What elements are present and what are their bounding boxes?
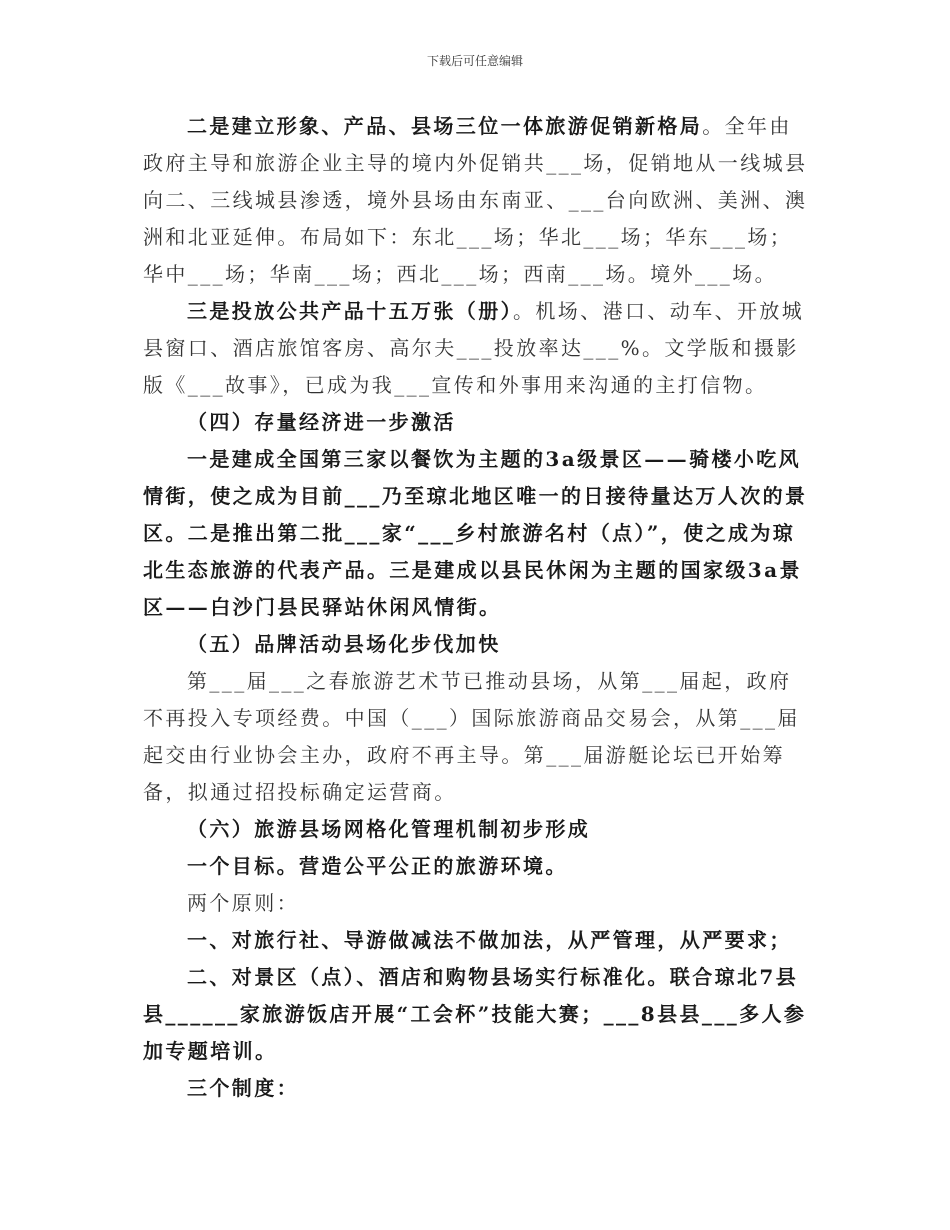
paragraph-principle-one: 一、对旅行社、导游做减法不做加法，从严管理，从严要求； xyxy=(187,928,792,952)
paragraph-promotion-text: 。全年由政府主导和旅游企业主导的境内外促销共___场，促销地从一线城县向二、三线城县渗透，境外县场由东南亚、___台向欧洲、美洲、澳洲和北亚延伸。布局如下：东北___场；华北___场；华东___场；华中___场；华南___场；西北___场；西南___场。境外___场。 xyxy=(143,114,808,286)
paragraph-three-systems: 三个制度： xyxy=(187,1076,299,1100)
page-header-note: 下载后可任意编辑 xyxy=(426,54,523,68)
paragraph-two-principles: 两个原则： xyxy=(187,891,299,915)
document-body xyxy=(143,108,813,1107)
paragraph-stock-economy: 一是建成全国第三家以餐饮为主题的3a级景区——骑楼小吃风情街，使之成为目前___乃至琼北地区唯一的日接待量达万人次的景区。二是推出第二批___家“___乡村旅游名村（点）”，使之成为琼北生态旅游的代表产品。三是建成以县民休闲为主题的国家级3a景区——白沙门县民驿站休闲风情街。 xyxy=(143,447,808,619)
paragraph-promotion xyxy=(143,108,813,293)
section-heading-5: （五）品牌活动县场化步伐加快 xyxy=(187,632,501,656)
section-heading-4: （四）存量经济进一步激活 xyxy=(187,410,456,434)
paragraph-brand-events: 第___届___之春旅游艺术节已推动县场，从第___届起，政府不再投入专项经费。中国（___）国际旅游商品交易会，从第___届起交由行业协会主办，政府不再主导。第___届游艇论坛已开始筹备，拟通过招投标确定运营商。 xyxy=(143,669,800,804)
paragraph-public-products-text: 。机场、港口、动车、开放城县窗口、酒店旅馆客房、高尔夫___投放率达___%。文学版和摄影版《___故事》，已成为我___宣传和外事用来沟通的主打信物。 xyxy=(143,299,805,397)
section-heading-6: （六）旅游县场网格化管理机制初步形成 xyxy=(187,817,591,841)
paragraph-one-goal: 一个目标。营造公平公正的旅游环境。 xyxy=(187,854,568,878)
paragraph-public-products xyxy=(143,293,813,404)
paragraph-public-products-lead: 三是投放公共产品十五万张（册） xyxy=(187,299,513,323)
paragraph-principle-two: 二、对景区（点）、酒店和购物县场实行标准化。联合琼北7县县______家旅游饭店开展“工会杯”技能大赛；___8县县___多人参加专题培训。 xyxy=(143,965,807,1063)
paragraph-promotion-lead: 二是建立形象、产品、县场三位一体旅游促销新格局 xyxy=(187,114,703,138)
